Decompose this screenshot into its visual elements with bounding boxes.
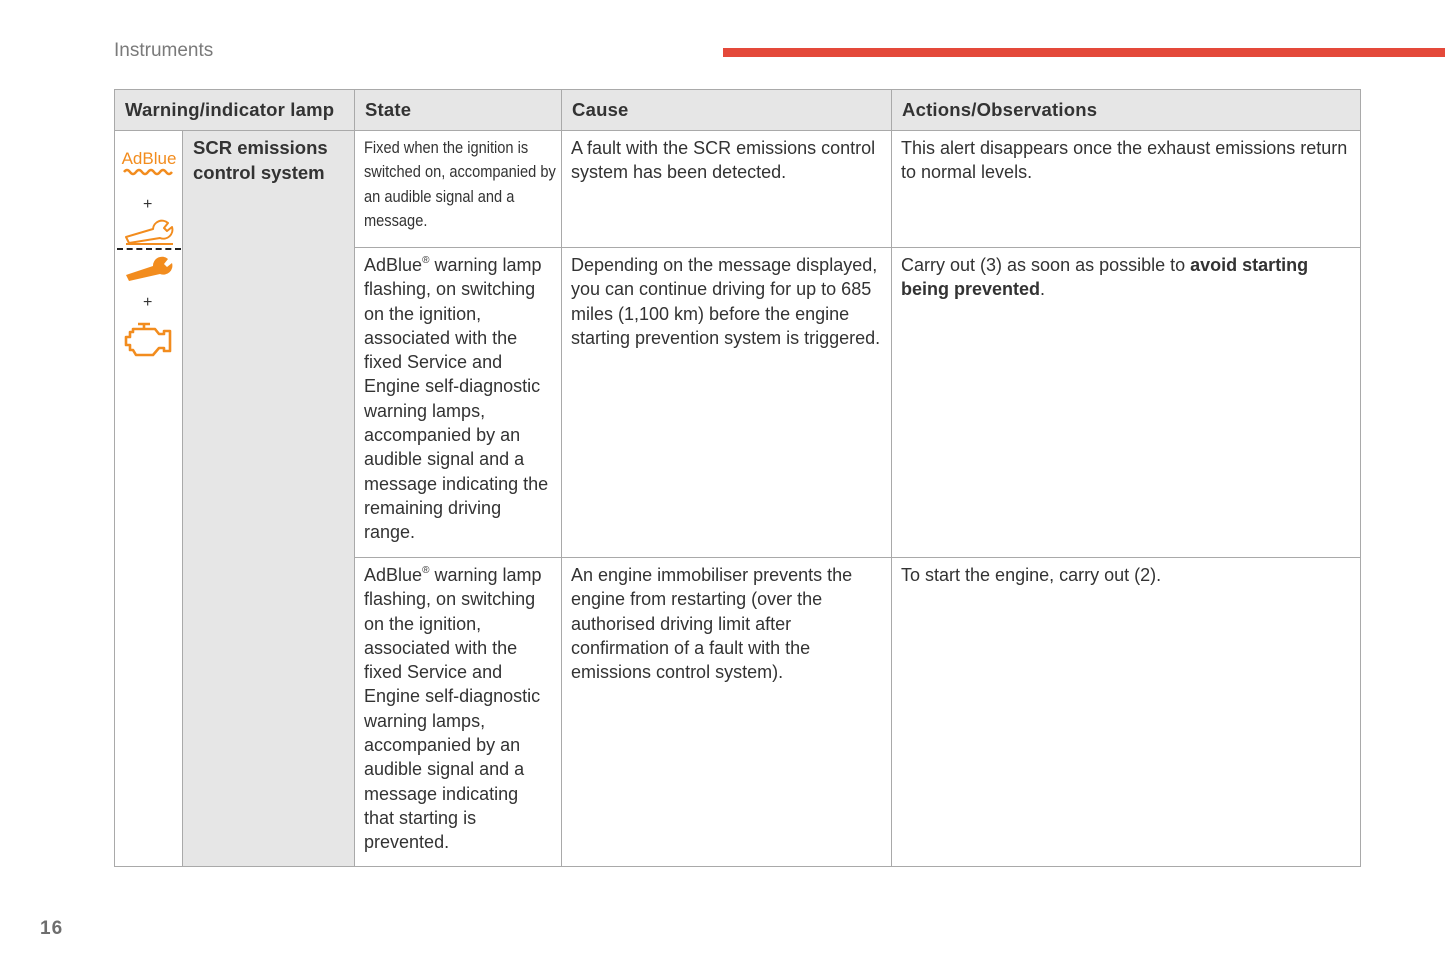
cause-cell <box>562 558 892 867</box>
state-adblue: AdBlue <box>364 565 423 585</box>
column-header-warning-lamp: Warning/indicator lamp <box>115 90 355 131</box>
cause-text: An engine immobiliser prevents the engine from restarting (over the authorised driving limit after confirmation of a fault with the emissions control system). <box>571 565 853 683</box>
service-wrench-solid-icon <box>123 255 177 281</box>
action-text: To start the engine, carry out (2). <box>901 565 1162 585</box>
action-prefix: Carry out (3) as soon as possible to <box>901 255 1191 275</box>
registered-mark: ® <box>422 565 430 576</box>
cause-cell <box>562 131 892 248</box>
warning-lamp-table <box>114 89 1361 867</box>
system-name-cell <box>183 131 355 867</box>
state-cell <box>355 558 562 867</box>
adblue-icon <box>118 147 180 179</box>
state-rest: warning lamp flashing, on switching on the ignition, associated with the fixed Service and Engine self-diagnostic warning lamps, accompanied by an audible signal and a message indicating that starting is prevented. <box>364 565 542 853</box>
system-name: SCR emissions control system <box>193 137 328 183</box>
action-cell <box>892 131 1361 248</box>
action-text: This alert disappears once the exhaust emissions return to normal levels. <box>901 138 1348 183</box>
state-rest: warning lamp flashing, on switching on the ignition, associated with the fixed Service and Engine self-diagnostic warning lamps, accompanied by an audible signal and a message indicating the remaining driving range. <box>364 255 549 543</box>
header-accent-bar <box>723 48 1445 57</box>
cause-text: Depending on the message displayed, you can continue driving for up to 685 miles (1,100 km) before the engine starting prevention system is triggered. <box>571 255 881 348</box>
state-adblue: AdBlue <box>364 255 423 275</box>
state-text: Fixed when the ignition is switched on, accompanied by an audible signal and a message. <box>364 138 556 231</box>
column-header-cause: Cause <box>562 90 892 131</box>
state-text <box>355 248 561 545</box>
column-header-actions: Actions/Observations <box>892 90 1361 131</box>
cause-cell <box>562 248 892 558</box>
action-cell <box>892 558 1361 867</box>
state-text <box>355 558 561 855</box>
action-text <box>892 248 1360 302</box>
lamp-icons-cell <box>115 131 183 867</box>
state-cell <box>355 131 562 248</box>
plus-sign: + <box>143 196 153 213</box>
registered-mark: ® <box>422 255 430 266</box>
table-row <box>115 131 1361 248</box>
action-suffix: . <box>1040 279 1046 300</box>
adblue-icon-label: AdBlue <box>121 149 177 168</box>
section-title: Instruments <box>114 40 214 61</box>
plus-sign: + <box>143 294 153 311</box>
column-header-state: State <box>355 90 562 131</box>
state-cell <box>355 248 562 558</box>
engine-icon <box>124 321 174 359</box>
cause-text: A fault with the SCR emissions control system has been detected. <box>571 138 876 183</box>
action-cell <box>892 248 1361 558</box>
service-wrench-outline-icon <box>123 219 177 245</box>
action-bold: avoid starting being prevented <box>901 255 1309 300</box>
table-header-row <box>115 90 1361 131</box>
page-number: 16 <box>40 918 64 939</box>
icon-divider <box>117 248 181 250</box>
